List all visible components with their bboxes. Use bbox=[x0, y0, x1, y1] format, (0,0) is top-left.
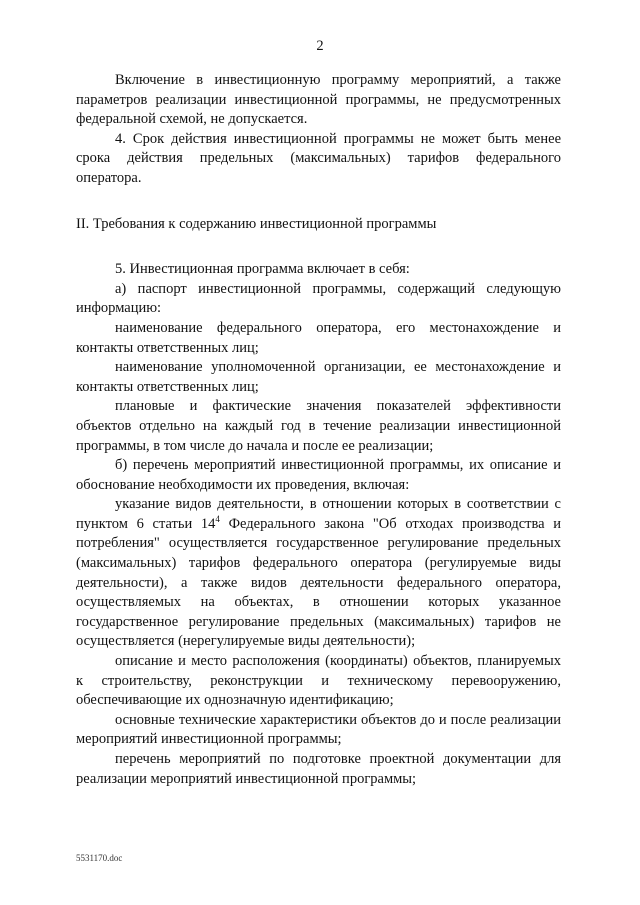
measures-item-location: описание и место расположения (координаты) объектов, планируемых к строительству, реконструкции и техническому перевооружению, обеспечивающие их однозначную идентификацию; bbox=[76, 653, 561, 709]
paragraph-inclusion: Включение в инвестиционную программу мероприятий, а также параметров реализации инвестиционной программы, не предусмотренных федеральной схемой, не допускается. bbox=[76, 72, 561, 128]
measures-item-characteristics: основные технические характеристики объектов до и после реализации мероприятий инвестиционной программы; bbox=[76, 711, 561, 748]
footer-document-code: 5531170.doc bbox=[76, 853, 123, 863]
paragraph-item-4: 4. Срок действия инвестиционной программы не может быть менее срока действия предельных (максимальных) тарифов федерального оператора. bbox=[76, 130, 561, 186]
passport-item-organization: наименование уполномоченной организации, ее местонахождение и контакты ответственных лиц; bbox=[76, 359, 561, 395]
paragraph-item-5a: а) паспорт инвестиционной программы, содержащий следующую информацию: bbox=[76, 280, 561, 317]
activity-types-text-part2: Федерального закона "Об отходах производства и потребления" осуществляется государственное регулирование предельных (максимальных) тарифов федерального оператора (регулируемые виды деятельности), а также видов деятельности федерального оператора, осуществляемых на объектах, в отношении которых указанное государственное регулирование предельных (максимальных) тарифов не осуществляется (нерегулируемые виды деятельности); bbox=[76, 515, 561, 650]
document-body bbox=[76, 71, 561, 789]
paragraph-item-5b: б) перечень мероприятий инвестиционной программы, их описание и обоснование необходимости их проведения, включая: bbox=[76, 457, 561, 493]
passport-item-operator: наименование федерального оператора, его местонахождение и контакты ответственных лиц; bbox=[76, 319, 561, 356]
section-heading: II. Требования к содержанию инвестиционной программы bbox=[76, 215, 437, 232]
paragraph-item-5: 5. Инвестиционная программа включает в себя: bbox=[115, 261, 410, 278]
passport-item-indicators: плановые и фактические значения показателей эффективности объектов отдельно на каждый год в течение реализации инвестиционной программы, в том числе до начала и после ее реализации; bbox=[76, 398, 561, 454]
article-superscript: 4 bbox=[215, 513, 220, 524]
page-number: 2 bbox=[316, 38, 324, 54]
measures-item-activity-types bbox=[76, 495, 561, 652]
measures-item-documentation: перечень мероприятий по подготовке проектной документации для реализации мероприятий инвестиционной программы; bbox=[76, 751, 561, 787]
activity-types-text-part1: указание видов деятельности, в отношении которых в соответствии с пунктом 6 статьи 14 bbox=[76, 496, 561, 532]
